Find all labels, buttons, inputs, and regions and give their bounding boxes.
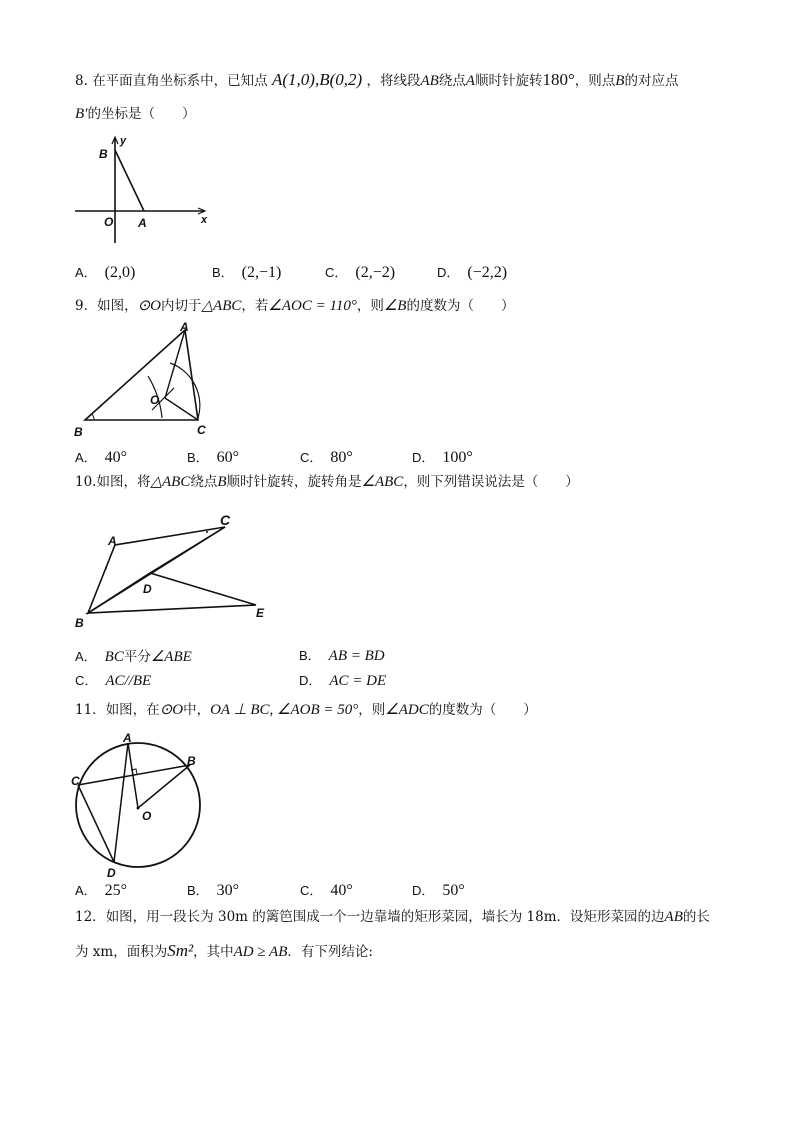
option-value: AC = DE bbox=[329, 673, 387, 689]
label-o: O bbox=[142, 809, 152, 823]
option-c[interactable] bbox=[300, 447, 353, 467]
option-value: 80° bbox=[330, 449, 353, 466]
circle-o: ⊙O bbox=[137, 298, 161, 314]
condition: ∠AOC = 110° bbox=[268, 298, 357, 314]
condition: AD ≥ AB bbox=[233, 944, 288, 960]
construction-arc bbox=[170, 363, 200, 418]
label-x: x bbox=[201, 214, 208, 226]
option-label: C． bbox=[300, 883, 323, 898]
question-8-line2 bbox=[75, 104, 735, 124]
question-number: 9． bbox=[75, 298, 98, 314]
q10-rotation-figure bbox=[70, 505, 280, 630]
question-text: ，若 bbox=[241, 298, 269, 314]
question-text: ，则 bbox=[358, 702, 386, 718]
label-e: E bbox=[256, 606, 265, 620]
angle-mark-b bbox=[92, 414, 94, 420]
option-d[interactable] bbox=[437, 262, 507, 282]
option-d[interactable] bbox=[299, 670, 386, 690]
segment-ad bbox=[114, 743, 128, 862]
q10-options-row1 bbox=[75, 645, 735, 667]
q8-options bbox=[75, 262, 735, 284]
option-a[interactable] bbox=[75, 262, 135, 282]
question-text: 绕点 bbox=[438, 73, 466, 89]
question-text: 如图，用一段长为 30m 的篱笆围成一个一边靠墙的矩形菜园，墙长为 18m．设矩形菜园的边 bbox=[105, 909, 665, 925]
option-b[interactable] bbox=[212, 262, 281, 282]
question-text: 如图，在 bbox=[105, 702, 160, 718]
question-text: 的对应点 bbox=[624, 73, 679, 89]
option-value: (2,−2) bbox=[355, 264, 396, 281]
question-9 bbox=[75, 296, 735, 316]
option-value: ∠ABE bbox=[150, 649, 192, 665]
option-value: (−2,2) bbox=[467, 264, 508, 281]
question-text: 绕点 bbox=[190, 474, 218, 490]
label-b: B bbox=[187, 754, 196, 768]
angle-adc: ∠ADC bbox=[385, 702, 429, 718]
question-text: 中， bbox=[183, 702, 211, 718]
question-text: 的度数为（ ） bbox=[406, 298, 515, 314]
question-text: 如图， bbox=[97, 298, 138, 314]
label-a: A bbox=[108, 534, 117, 548]
question-text: 顺时针旋转，旋转角是 bbox=[226, 474, 362, 490]
q11-circle-figure bbox=[68, 730, 213, 880]
q9-triangle-figure bbox=[70, 318, 220, 443]
option-label: A． bbox=[75, 265, 97, 280]
point-a: A bbox=[465, 73, 475, 89]
point-b-coord: B(0,2) bbox=[319, 70, 363, 89]
option-label: C． bbox=[75, 673, 98, 688]
option-label: B． bbox=[299, 648, 321, 663]
question-text: 在平面直角坐标系中，已知点 bbox=[92, 73, 268, 89]
question-text: 如图，将 bbox=[96, 474, 151, 490]
option-a[interactable] bbox=[75, 645, 192, 666]
question-text: ，其中 bbox=[193, 944, 234, 960]
question-text: ．有下列结论: bbox=[287, 944, 373, 960]
segment-ab-line bbox=[115, 150, 144, 211]
question-text: ，则下列错误说法是（ ） bbox=[403, 474, 579, 490]
option-value: 60° bbox=[216, 449, 240, 466]
segment-oc bbox=[165, 398, 198, 420]
question-text: 为 xm，面积为 bbox=[75, 944, 168, 960]
label-y: y bbox=[120, 135, 127, 147]
option-value: 100° bbox=[442, 449, 473, 466]
option-b[interactable] bbox=[187, 447, 239, 467]
option-a[interactable] bbox=[75, 447, 127, 467]
triangle-abc: △ABC bbox=[150, 474, 191, 490]
label-c: C bbox=[197, 423, 206, 437]
question-text: ，将线段 bbox=[366, 73, 421, 89]
label-a: A bbox=[180, 320, 189, 334]
condition: OA ⊥ BC, ∠AOB = 50° bbox=[210, 702, 359, 718]
circle-o: ⊙O bbox=[159, 702, 184, 718]
side-ab: AB bbox=[664, 909, 683, 925]
option-c[interactable] bbox=[325, 262, 395, 282]
q8-coordinate-figure bbox=[70, 128, 220, 248]
option-c[interactable] bbox=[75, 670, 151, 690]
question-text: 顺时针旋转 bbox=[474, 73, 543, 89]
point-a-coord: A(1,0) bbox=[271, 70, 315, 89]
label-b: B bbox=[99, 147, 108, 161]
option-b[interactable] bbox=[187, 880, 239, 900]
option-value: AC//BE bbox=[105, 673, 152, 689]
label-o: O bbox=[150, 393, 160, 407]
question-number: 10. bbox=[75, 474, 97, 490]
option-value: 30° bbox=[216, 882, 240, 899]
triangle-abc: △ABC bbox=[201, 298, 242, 314]
question-text: 的度数为（ ） bbox=[428, 702, 537, 718]
point-b-prime: B′ bbox=[75, 106, 88, 122]
label-b: B bbox=[75, 616, 84, 630]
question-12-line1 bbox=[75, 907, 735, 927]
label-b: B bbox=[74, 425, 83, 439]
question-text: 的坐标是（ ） bbox=[87, 106, 196, 122]
option-value: (2,−1) bbox=[241, 264, 282, 281]
question-text: 内切于 bbox=[161, 298, 202, 314]
question-text: ，则点 bbox=[574, 73, 616, 89]
label-d: D bbox=[143, 582, 152, 596]
q11-options bbox=[75, 880, 735, 902]
triangle-dbe-shape bbox=[88, 573, 256, 613]
question-10 bbox=[75, 472, 735, 492]
label-c: C bbox=[71, 774, 80, 788]
comma: , bbox=[314, 70, 320, 89]
option-label: C． bbox=[300, 450, 323, 465]
segment-ab: AB bbox=[420, 73, 439, 89]
option-value: 40° bbox=[330, 882, 353, 899]
segment-ob bbox=[138, 765, 190, 808]
option-value: (2,0) bbox=[104, 264, 136, 281]
option-label: B． bbox=[187, 883, 209, 898]
mark-dot bbox=[206, 531, 208, 533]
option-a[interactable] bbox=[75, 880, 127, 900]
option-d[interactable] bbox=[412, 447, 473, 467]
q10-options-row2 bbox=[75, 670, 735, 692]
label-d: D bbox=[107, 866, 116, 880]
label-c: C bbox=[220, 512, 231, 528]
question-11 bbox=[75, 700, 735, 720]
option-label: B． bbox=[212, 265, 234, 280]
question-12-line2 bbox=[75, 941, 735, 962]
option-value: 25° bbox=[104, 882, 128, 899]
label-o: O bbox=[104, 215, 114, 229]
option-text: 平分 bbox=[123, 649, 151, 665]
option-label: D． bbox=[299, 673, 322, 688]
mark-dot bbox=[105, 567, 107, 569]
option-label: D． bbox=[412, 450, 435, 465]
angle-abc: ∠ABC bbox=[361, 474, 404, 490]
option-value: BC bbox=[104, 649, 124, 665]
question-8-line1 bbox=[75, 70, 735, 91]
option-label: A． bbox=[75, 883, 97, 898]
option-label: C． bbox=[325, 265, 348, 280]
option-label: B． bbox=[187, 450, 209, 465]
question-number: 8. bbox=[75, 73, 88, 89]
area-s: Sm² bbox=[167, 941, 194, 960]
option-value: 50° bbox=[442, 882, 465, 899]
option-label: A． bbox=[75, 450, 97, 465]
question-number: 12． bbox=[75, 909, 106, 925]
question-number: 11． bbox=[75, 702, 106, 718]
point-b: B bbox=[217, 474, 227, 490]
q9-options bbox=[75, 447, 735, 469]
rotation-angle: 180° bbox=[542, 70, 575, 89]
option-c[interactable] bbox=[300, 880, 353, 900]
option-b[interactable] bbox=[299, 645, 385, 665]
option-value: AB = BD bbox=[328, 648, 385, 664]
option-label: D． bbox=[412, 883, 435, 898]
label-a: A bbox=[138, 216, 147, 230]
point-b: B bbox=[615, 73, 625, 89]
center-dot bbox=[137, 807, 140, 810]
angle-b: ∠B bbox=[383, 298, 407, 314]
option-d[interactable] bbox=[412, 880, 465, 900]
option-value: 40° bbox=[104, 449, 128, 466]
segment-ao bbox=[165, 330, 185, 398]
option-label: A． bbox=[75, 649, 97, 664]
option-label: D． bbox=[437, 265, 460, 280]
label-a: A bbox=[123, 731, 132, 745]
question-text: 的长 bbox=[682, 909, 710, 925]
question-text: ，则 bbox=[356, 298, 384, 314]
